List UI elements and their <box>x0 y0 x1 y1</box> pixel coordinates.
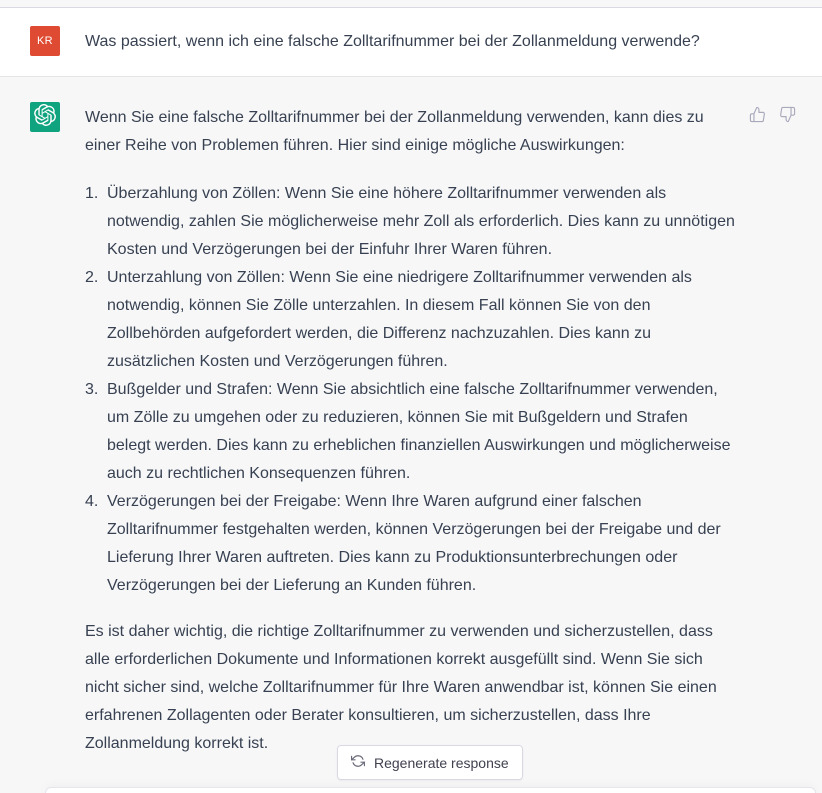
list-item-number: 2. <box>85 269 99 286</box>
assistant-message-row <box>0 77 822 784</box>
previous-message-divider <box>0 0 822 8</box>
thumbs-down-button[interactable] <box>779 106 796 123</box>
user-message-text: Was passiert, wenn ich eine falsche Zolltarifnummer bei der Zollanmeldung verwende? <box>85 33 700 50</box>
list-item <box>85 180 735 264</box>
chat-input-box-edge[interactable] <box>45 787 816 793</box>
list-item-number: 3. <box>85 381 99 398</box>
list-item-text: Bußgelder und Strafen: Wenn Sie absichtlich eine falsche Zolltarifnummer verwenden, um Zölle zu umgehen oder zu reduzieren, können Sie mit Bußgeldern und Strafen belegt werden. Dies kann zu erheblichen finanziellen Auswirkungen und möglicherweise auch zu rechtlichen Konsequenzen führen. <box>107 381 731 482</box>
thumbs-up-icon <box>749 111 766 126</box>
thumbs-down-icon <box>779 111 796 126</box>
list-item <box>85 264 735 376</box>
list-item-text: Überzahlung von Zöllen: Wenn Sie eine höhere Zolltarifnummer verwenden als notwendig, zahlen Sie möglicherweise mehr Zoll als erforderlich. Dies kann zu unnötigen Kosten und Verzögerungen bei der Einfuhr Ihrer Waren führen. <box>107 185 735 258</box>
list-item-number: 1. <box>85 185 99 202</box>
regenerate-label: Regenerate response <box>374 754 509 771</box>
assistant-closing-paragraph: Es ist daher wichtig, die richtige Zolltarifnummer zu verwenden und sicherzustellen, dass alle erforderlichen Dokumente und Informationen korrekt ausgefüllt sind. Wenn Sie sich nicht sicher sind, welche Zolltarifnummer für Ihre Waren anwendbar ist, können Sie einen erfahrenen Zollagenten oder Berater konsultieren, um sicherzustellen, dass Ihre Zollanmeldung korrekt ist. <box>85 623 717 752</box>
list-item-text: Unterzahlung von Zöllen: Wenn Sie eine niedrigere Zolltarifnummer verwenden als notwendig, können Sie Zölle unterzahlen. In diesem Fall können Sie von den Zollbehörden aufgefordert werden, die Differenz nachzuzahlen. Dies kann zu zusätzlichen Kosten und Verzögerungen führen. <box>107 269 692 370</box>
list-item <box>85 488 735 600</box>
assistant-intro-paragraph: Wenn Sie eine falsche Zolltarifnummer bei der Zollanmeldung verwenden, kann dies zu einer Reihe von Problemen führen. Hier sind einige mögliche Auswirkungen: <box>85 109 704 154</box>
list-item <box>85 376 735 488</box>
assistant-message-body <box>85 102 735 758</box>
consequences-list <box>85 180 735 600</box>
user-avatar: KR <box>30 26 60 56</box>
regenerate-icon <box>351 754 365 771</box>
feedback-actions <box>749 102 796 123</box>
list-item-text: Verzögerungen bei der Freigabe: Wenn Ihre Waren aufgrund einer falschen Zolltarifnummer festgehalten werden, können Verzögerungen bei der Freigabe und der Lieferung Ihrer Waren auftreten. Dies kann zu Produktionsunterbrechungen oder Verzögerungen bei der Lieferung an Kunden führen. <box>107 493 721 594</box>
user-message-row <box>0 8 822 77</box>
list-item-number: 4. <box>85 493 99 510</box>
regenerate-response-button[interactable] <box>337 745 523 780</box>
openai-logo-icon <box>34 104 56 131</box>
thumbs-up-button[interactable] <box>749 106 766 123</box>
assistant-avatar <box>30 102 60 132</box>
